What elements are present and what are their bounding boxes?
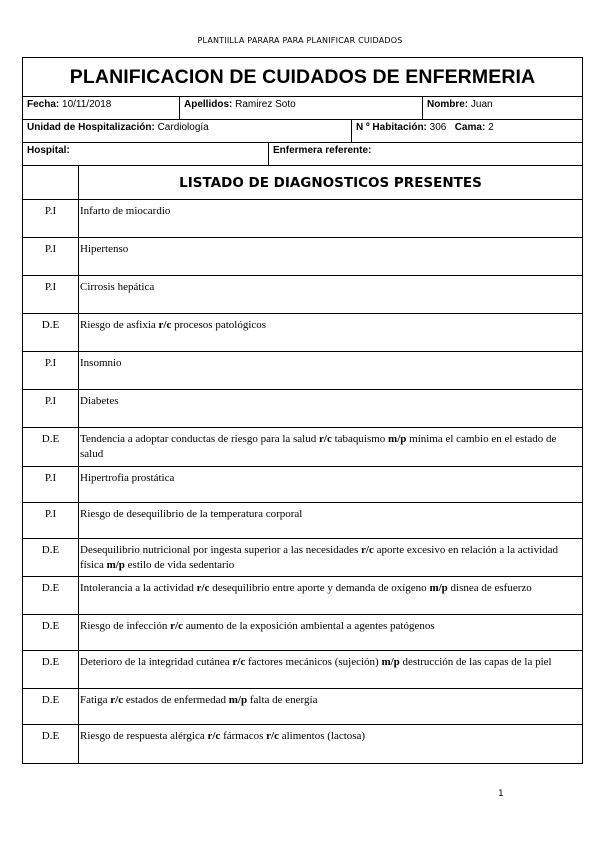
- diagnosis-text-part: Riesgo de desequilibrio de la temperatura corporal: [80, 508, 303, 520]
- care-plan-form: [22, 57, 583, 764]
- diagnosis-text-part: Deterioro de la integridad cutánea: [80, 656, 233, 668]
- diagnosis-text-part: alimentos (lactosa): [278, 730, 366, 742]
- diagnosis-text: [79, 276, 582, 313]
- diagnosis-row: [23, 467, 582, 503]
- diagnosis-connector: r/c: [319, 433, 332, 445]
- diagnosis-text-part: aumento de la exposición ambiental a agentes patógenos: [182, 620, 435, 632]
- diagnosis-text-part: Cirrosis hepática: [80, 281, 155, 293]
- section-title: LISTADO DE DIAGNOSTICOS PRESENTES: [179, 174, 482, 191]
- diagnosis-text: [79, 615, 582, 650]
- apellidos-value: Ramirez Soto: [235, 99, 296, 110]
- diagnosis-text: [79, 577, 582, 614]
- fecha-value: 10/11/2018: [62, 99, 112, 110]
- diagnosis-text-part: desequilibrio entre aporte y demanda de oxígeno: [209, 582, 430, 594]
- diagnosis-text-part: destrucción de las capas de la piel: [399, 656, 552, 668]
- diagnosis-row: [23, 503, 582, 539]
- diagnosis-row: [23, 615, 582, 651]
- diagnosis-text: [79, 651, 582, 688]
- diagnosis-text-part: Fatiga: [80, 694, 111, 706]
- diagnosis-text-part: Infarto de miocardio: [80, 205, 171, 217]
- diagnosis-row: [23, 200, 582, 238]
- diagnosis-text-part: Hipertenso: [80, 243, 129, 255]
- diagnosis-connector: r/c: [196, 582, 210, 594]
- diagnosis-code: D.E: [23, 689, 79, 724]
- diagnosis-text-part: Desequilibrio nutricional por ingesta superior a las necesidades: [80, 544, 362, 556]
- nombre-cell: [422, 97, 582, 119]
- page-title: PLANIFICACION DE CUIDADOS DE ENFERMERIA: [23, 58, 582, 97]
- diagnosis-text-part: procesos patológicos: [171, 319, 267, 331]
- diagnosis-text: [79, 314, 582, 351]
- diagnosis-text: [79, 390, 582, 427]
- diagnosis-code: P.I: [23, 352, 79, 389]
- diagnosis-connector: r/c: [266, 730, 279, 742]
- diagnosis-text: [79, 725, 582, 763]
- diagnosis-text: [79, 467, 582, 502]
- diagnosis-text-part: estilo de vida sedentario: [124, 559, 235, 571]
- habitacion-value: 306: [429, 122, 447, 133]
- diagnosis-connector: r/c: [158, 319, 172, 331]
- diagnosis-connector: r/c: [207, 730, 221, 742]
- diagnosis-row: [23, 539, 582, 577]
- diagnosis-code: D.E: [23, 314, 79, 351]
- diagnosis-text-part: falta de energía: [247, 694, 318, 706]
- diagnosis-row: [23, 651, 582, 689]
- diagnosis-text: [79, 689, 582, 724]
- diagnosis-row: [23, 238, 582, 276]
- cama-value: 2: [488, 122, 494, 133]
- fecha-cell: [23, 97, 179, 119]
- diagnosis-row: [23, 689, 582, 725]
- unidad-cell: [23, 120, 351, 142]
- diagnosis-text-part: tabaquismo: [331, 433, 389, 445]
- diagnosis-text: [79, 428, 582, 466]
- info-row-patient: [23, 97, 582, 120]
- diagnosis-text-part: Riesgo de respuesta alérgica: [80, 730, 208, 742]
- diagnosis-text-part: Hipertrofia prostática: [80, 472, 175, 484]
- enfermera-label: Enfermera referente:: [273, 145, 372, 156]
- diagnosis-code: D.E: [23, 651, 79, 688]
- diagnosis-code: P.I: [23, 276, 79, 313]
- hospital-cell: [23, 143, 268, 165]
- diagnosis-code: P.I: [23, 390, 79, 427]
- apellidos-label: Apellidos:: [184, 99, 233, 110]
- page-number: 1: [498, 789, 504, 799]
- header-note: PLANTIILLA PARARA PARA PLANIFICAR CUIDADOS: [197, 36, 403, 45]
- diagnosis-connector: m/p: [106, 559, 125, 571]
- diagnosis-text-part: Riesgo de infección: [80, 620, 171, 632]
- diagnosis-text-part: fármacos: [220, 730, 267, 742]
- diagnosis-code: P.I: [23, 467, 79, 502]
- diagnosis-code: D.E: [23, 428, 79, 466]
- diagnosis-text-part: disnea de esfuerzo: [447, 582, 532, 594]
- apellidos-cell: [179, 97, 422, 119]
- diagnosis-code: P.I: [23, 200, 79, 237]
- diagnosis-text-part: aporte excesivo en relación a la actividad física: [80, 544, 559, 571]
- diagnoses-header-row: [23, 166, 582, 200]
- diagnosis-row: [23, 352, 582, 390]
- diagnosis-text-part: Riesgo de asfixia: [80, 319, 159, 331]
- diagnosis-text: [79, 352, 582, 389]
- unidad-label: Unidad de Hospitalización:: [27, 122, 155, 133]
- diagnosis-code: D.E: [23, 577, 79, 614]
- cama-label: Cama:: [454, 122, 486, 133]
- diagnosis-row: [23, 428, 582, 467]
- enfermera-cell: [268, 143, 582, 165]
- diagnosis-text: [79, 503, 582, 538]
- diagnosis-text-part: Intolerancia a la actividad: [80, 582, 197, 594]
- diagnosis-text-part: factores mecánicos (sujeción): [245, 656, 382, 668]
- habitacion-cell: [351, 120, 582, 142]
- diagnoses-list: [23, 200, 582, 763]
- diagnosis-row: [23, 577, 582, 615]
- diagnosis-text-part: Tendencia a adoptar conductas de riesgo para la salud: [80, 433, 319, 445]
- diagnosis-connector: m/p: [388, 433, 407, 445]
- diagnosis-connector: m/p: [228, 694, 248, 706]
- info-row-unit: [23, 120, 582, 143]
- diagnosis-connector: r/c: [361, 544, 374, 556]
- diagnosis-connector: m/p: [429, 582, 448, 594]
- diagnosis-text: [79, 200, 582, 237]
- diagnosis-row: [23, 314, 582, 352]
- diagnosis-code: P.I: [23, 503, 79, 538]
- diagnosis-row: [23, 390, 582, 428]
- diagnosis-text-part: Diabetes: [80, 395, 119, 407]
- diagnosis-text: [79, 539, 582, 576]
- fecha-label: Fecha:: [27, 99, 60, 110]
- nombre-value: Juan: [470, 99, 493, 110]
- diagnosis-text-part: Insomnio: [80, 357, 122, 369]
- diagnosis-row: [23, 276, 582, 314]
- diagnosis-code: P.I: [23, 238, 79, 275]
- diagnosis-text-part: mínima el cambio en el estado de salud: [80, 433, 557, 460]
- diagnosis-code: D.E: [23, 539, 79, 576]
- diagnosis-row: [23, 725, 582, 763]
- hospital-label: Hospital:: [27, 145, 70, 156]
- info-row-hospital: [23, 143, 582, 166]
- unidad-value: Cardiología: [157, 122, 209, 133]
- diagnosis-connector: r/c: [110, 694, 124, 706]
- diagnosis-code: D.E: [23, 615, 79, 650]
- nombre-label: Nombre:: [427, 99, 469, 110]
- diagnosis-connector: r/c: [170, 620, 183, 632]
- diagnoses-header-code-cell: [23, 166, 79, 199]
- habitacion-label: N º Habitación:: [356, 122, 427, 133]
- diagnosis-code: D.E: [23, 725, 79, 763]
- diagnosis-text-part: estados de enfermedad: [123, 694, 229, 706]
- diagnosis-connector: r/c: [232, 656, 246, 668]
- diagnosis-text: [79, 238, 582, 275]
- diagnosis-connector: m/p: [381, 656, 400, 668]
